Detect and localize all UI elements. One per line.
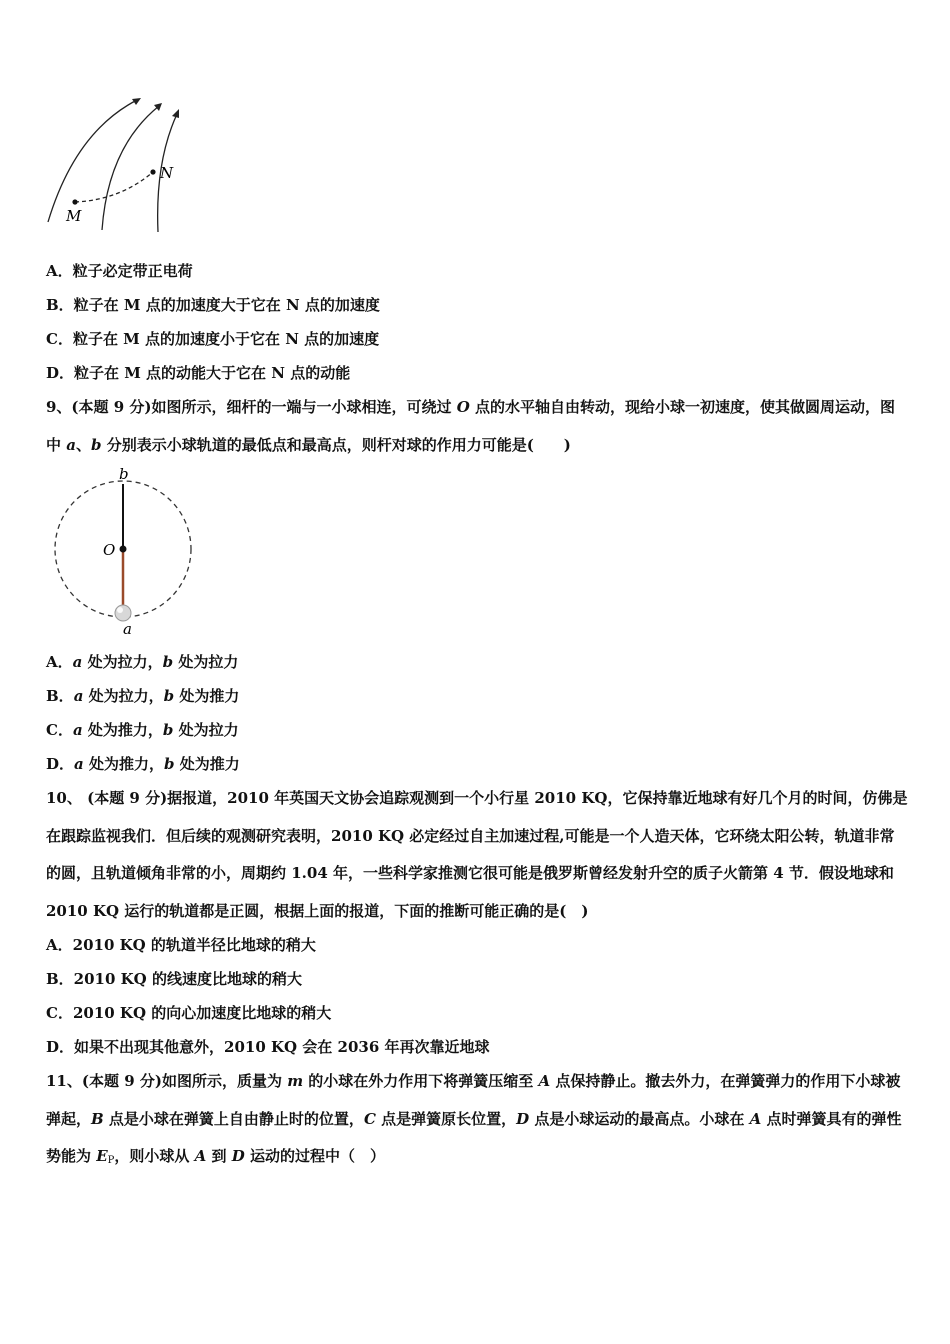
q9-option-d: D．a 处为推力，b 处为推力 <box>46 755 240 773</box>
question-9: 9、(本题 9 分)如图所示，细杆的一端与一小球相连，可绕过 O 点的水平轴自由转动，现给小球一初速度，使其做圆周运动，图中 a、b 分别表示小球轨道的最低点和最高点，则杆对球的作用力可能是( ) <box>46 398 896 454</box>
label-m: M <box>66 207 82 225</box>
arrow-head-right <box>172 109 179 118</box>
q9-option-c: C．a 处为推力，b 处为拉力 <box>46 721 239 739</box>
question-11: 11、(本题 9 分)如图所示，质量为 m 的小球在外力作用下将弹簧压缩至 A 点保持静止。撤去外力，在弹簧弹力的作用下小球被弹起，B 点是小球在弹簧上自由静止时的位置，C 点是弹簧原长位置，D 点是小球运动的最高点。小球在 A 点时弹簧具有的弹性势能为 $E_P$，则小球从 A 到 D 运动的过程中（ ） <box>46 1072 902 1166</box>
field-lines-figure <box>40 92 200 237</box>
ball-highlight <box>117 607 123 613</box>
trajectory-dashed <box>75 172 153 202</box>
field-line-middle <box>102 106 159 230</box>
q8-option-c: C．粒子在 M 点的加速度小于它在 N 点的加速度 <box>46 330 380 348</box>
label-n: N <box>160 164 174 182</box>
rod-circle-figure <box>46 462 206 640</box>
q10-option-a: A．2010 KQ 的轨道半径比地球的稍大 <box>46 936 316 954</box>
point-m <box>72 199 77 204</box>
q10-option-d: D．如果不出现其他意外，2010 KQ 会在 2036 年再次靠近地球 <box>46 1038 490 1056</box>
field-line-left <box>48 100 137 222</box>
ball <box>115 605 131 621</box>
q8-option-b: B．粒子在 M 点的加速度大于它在 N 点的加速度 <box>46 296 380 314</box>
q10-option-c: C．2010 KQ 的向心加速度比地球的稍大 <box>46 1004 332 1022</box>
q8-option-a: A．粒子必定带正电荷 <box>46 262 193 280</box>
label-a: a <box>123 620 132 638</box>
question-10: 10、 (本题 9 分)据报道，2010 年英国天文协会追踪观测到一个小行星 2010 KQ，它保持靠近地球有好几个月的时间，仿佛是在跟踪监视我们．但后续的观测研究表明，2010 KQ 必定经过自主加速过程,可能是一个人造天体，它环绕太阳公转，轨道非常的圆，且轨道倾角非常的小，周期约 1.04 年，一些科学家推测它很可能是俄罗斯曾经发射升空的质子火箭第 4 节．假设地球和 2010 KQ 运行的轨道都是正圆，根据上面的报道，下面的推断可能正确的是( ) <box>46 789 908 920</box>
q9-option-a: A．a 处为拉力，b 处为拉力 <box>46 653 239 671</box>
q9-option-b: B．a 处为拉力，b 处为推力 <box>46 687 240 705</box>
q8-option-d: D．粒子在 M 点的动能大于它在 N 点的动能 <box>46 364 351 382</box>
pivot-o <box>120 546 127 553</box>
label-b: b <box>119 465 129 483</box>
q10-option-b: B．2010 KQ 的线速度比地球的稍大 <box>46 970 302 988</box>
label-o: O <box>103 541 116 559</box>
point-n <box>150 169 155 174</box>
